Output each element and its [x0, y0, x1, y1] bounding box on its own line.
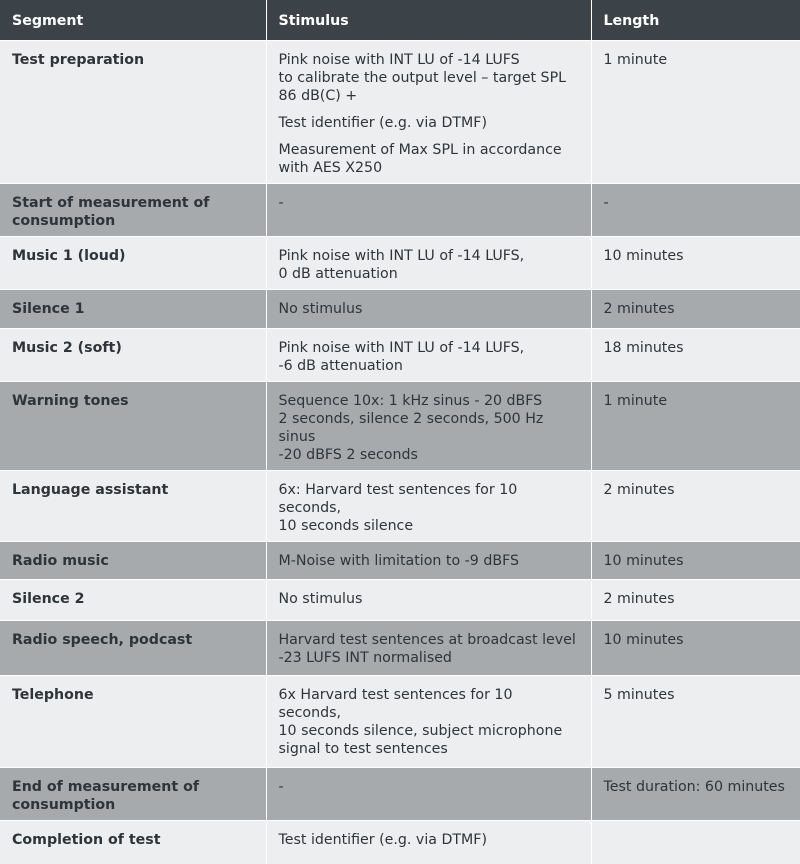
stimulus-cell: M-Noise with limitation to -9 dBFS — [266, 541, 591, 579]
stimulus-cell: Pink noise with INT LU of -14 LUFS, 0 dB attenuation — [266, 236, 591, 289]
stimulus-cell: Harvard test sentences at broadcast level -23 LUFS INT normalised — [266, 620, 591, 675]
table-row — [0, 767, 800, 820]
table-row — [0, 381, 800, 470]
segment-cell: Silence 2 — [0, 579, 266, 620]
segment-cell: Completion of test — [0, 820, 266, 864]
stimulus-cell: - — [266, 183, 591, 236]
header-length: Length — [591, 0, 800, 40]
segment-cell: Language assistant — [0, 470, 266, 541]
table-row — [0, 579, 800, 620]
header-segment: Segment — [0, 0, 266, 40]
segment-cell: Music 1 (loud) — [0, 236, 266, 289]
stimulus-cell: Test identifier (e.g. via DTMF) — [266, 820, 591, 864]
table-row — [0, 675, 800, 767]
segment-cell: Radio speech, podcast — [0, 620, 266, 675]
stimulus-paragraph: Measurement of Max SPL in accordance with AES X250 — [278, 141, 562, 176]
table-row — [0, 328, 800, 381]
stimulus-cell: Pink noise with INT LU of -14 LUFS, -6 dB attenuation — [266, 328, 591, 381]
segment-cell: Radio music — [0, 541, 266, 579]
table-row — [0, 183, 800, 236]
length-cell: 2 minutes — [591, 470, 800, 541]
length-cell: 1 minute — [591, 381, 800, 470]
stimulus-paragraph: Pink noise with INT LU of -14 LUFS to calibrate the output level – target SPL 86 dB(C) + — [278, 51, 567, 104]
length-cell: 10 minutes — [591, 620, 800, 675]
length-cell: 10 minutes — [591, 541, 800, 579]
segment-cell: Test preparation — [0, 40, 266, 183]
table-row — [0, 289, 800, 328]
length-cell — [591, 820, 800, 864]
header-row — [0, 0, 800, 40]
segment-cell: Music 2 (soft) — [0, 328, 266, 381]
table-row — [0, 820, 800, 864]
table-row — [0, 620, 800, 675]
table-row — [0, 541, 800, 579]
table-row — [0, 236, 800, 289]
stimulus-cell: - — [266, 767, 591, 820]
length-cell: 2 minutes — [591, 579, 800, 620]
segment-cell: Telephone — [0, 675, 266, 767]
header-stimulus: Stimulus — [266, 0, 591, 40]
length-cell: 10 minutes — [591, 236, 800, 289]
stimulus-cell: 6x: Harvard test sentences for 10 seconds, 10 seconds silence — [266, 470, 591, 541]
stimulus-cell: 6x Harvard test sentences for 10 seconds, 10 seconds silence, subject microphone signal to test sentences — [266, 675, 591, 767]
length-cell: 1 minute — [591, 40, 800, 183]
length-cell: 18 minutes — [591, 328, 800, 381]
stimulus-cell: Sequence 10x: 1 kHz sinus - 20 dBFS 2 seconds, silence 2 seconds, 500 Hz sinus -20 dBFS 2 seconds — [266, 381, 591, 470]
table-row — [0, 470, 800, 541]
stimulus-cell — [266, 40, 591, 183]
stimulus-paragraph: Test identifier (e.g. via DTMF) — [278, 114, 487, 131]
segment-cell: End of measurement of consumption — [0, 767, 266, 820]
segment-cell: Warning tones — [0, 381, 266, 470]
length-cell: Test duration: 60 minutes — [591, 767, 800, 820]
stimulus-cell: No stimulus — [266, 579, 591, 620]
length-cell: 2 minutes — [591, 289, 800, 328]
length-cell: - — [591, 183, 800, 236]
segment-cell: Silence 1 — [0, 289, 266, 328]
stimulus-cell: No stimulus — [266, 289, 591, 328]
segment-cell: Start of measurement of consumption — [0, 183, 266, 236]
length-cell: 5 minutes — [591, 675, 800, 767]
table-row — [0, 40, 800, 183]
